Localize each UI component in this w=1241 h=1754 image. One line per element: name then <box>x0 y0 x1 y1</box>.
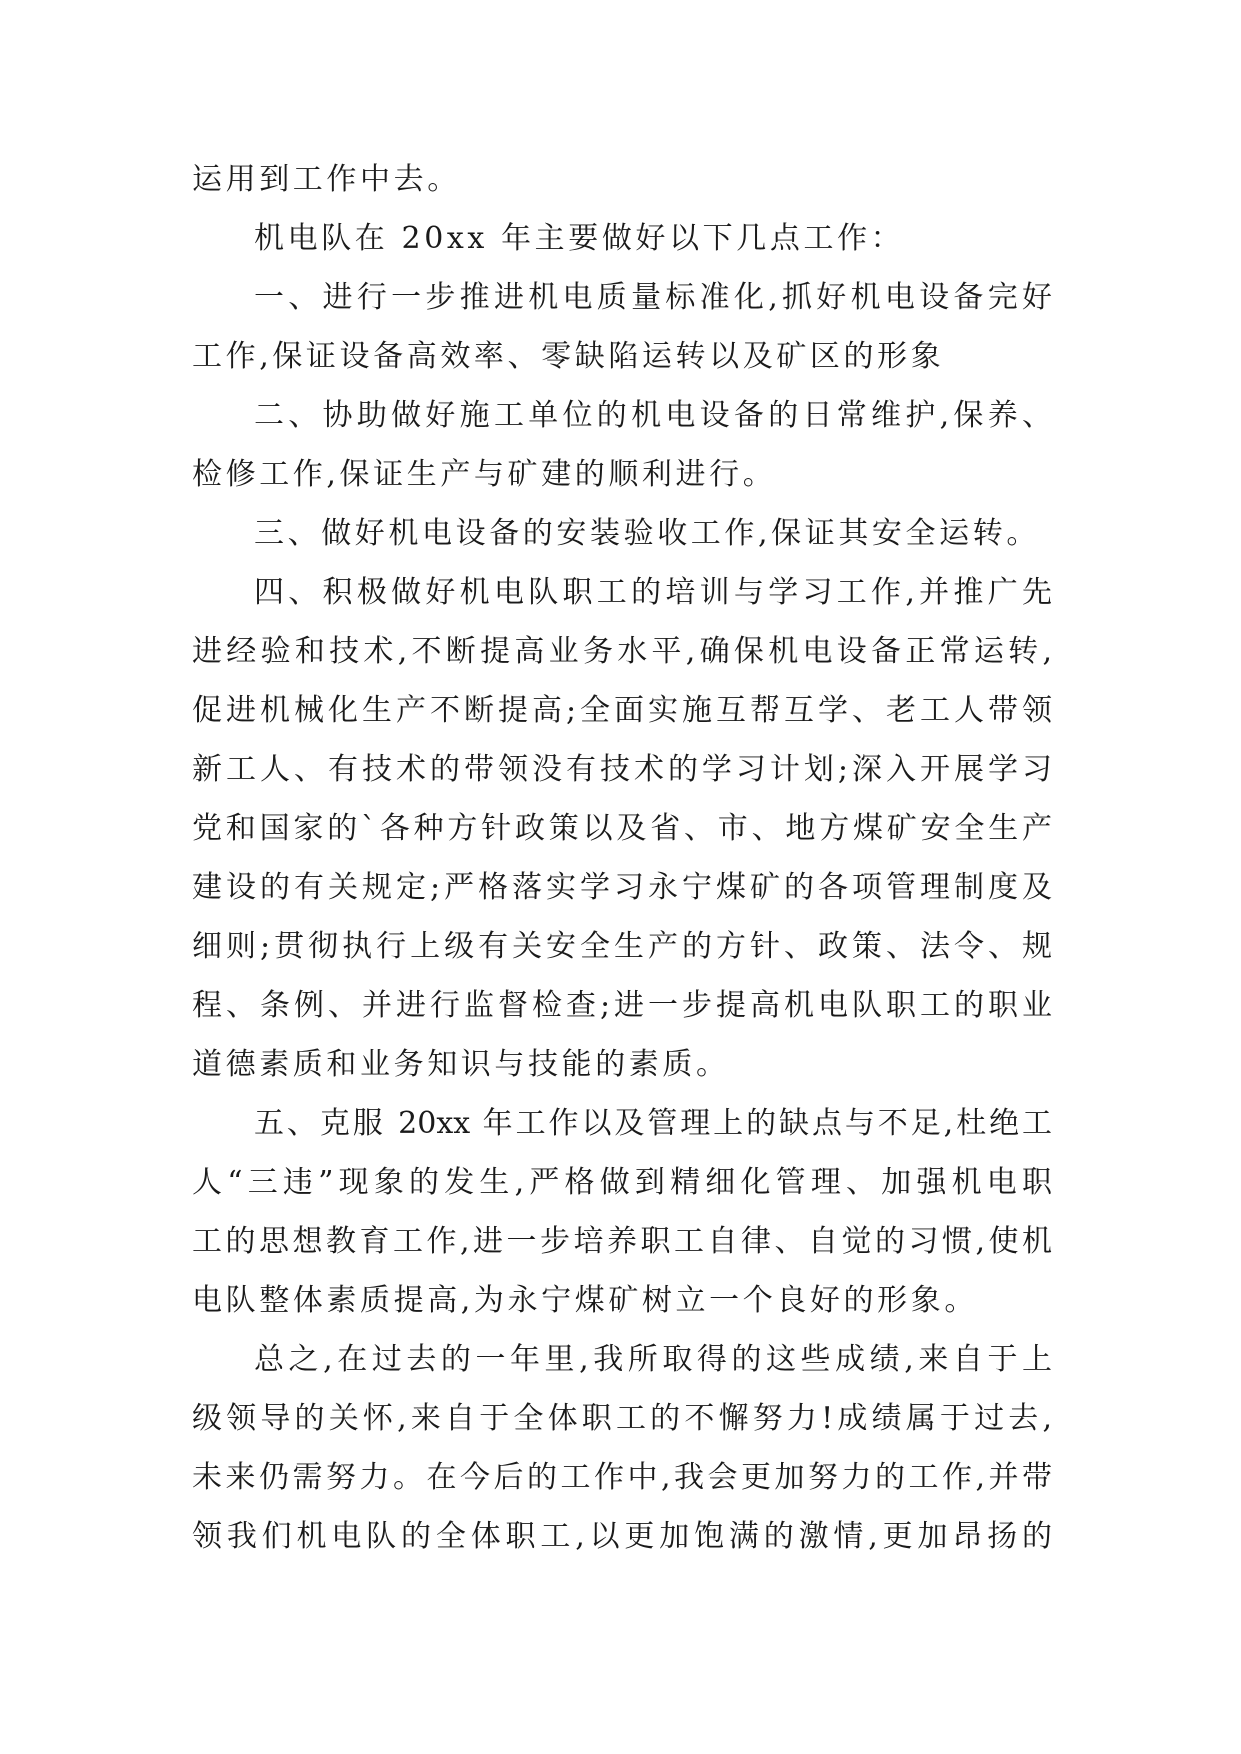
text-line: 总之,在过去的一年里,我所取得的这些成绩,来自于上 <box>254 1342 1052 1377</box>
document-page <box>192 150 1052 1566</box>
text-line: 检修工作,保证生产与矿建的顺利进行。 <box>192 457 777 492</box>
text-line: 进经验和技术,不断提高业务水平,确保机电设备正常运转, <box>192 634 1052 669</box>
text-line: 机电队在 20xx 年主要做好以下几点工作： <box>254 221 905 256</box>
text-line: 电队整体素质提高,为永宁煤矿树立一个良好的形象。 <box>192 1283 978 1318</box>
paragraph <box>192 1330 1052 1566</box>
text-line: 一、进行一步推进机电质量标准化,抓好机电设备完好 <box>254 280 1052 315</box>
text-line: 程、条例、并进行监督检查;进一步提高机电队职工的职业 <box>192 988 1052 1023</box>
text-line: 细则;贯彻执行上级有关安全生产的方针、政策、法令、规 <box>192 929 1052 964</box>
text-line: 工作,保证设备高效率、零缺陷运转以及矿区的形象 <box>192 339 945 374</box>
text-line: 道德素质和业务知识与技能的素质。 <box>192 1047 730 1082</box>
text-line: 领我们机电队的全体职工,以更加饱满的激情,更加昂扬的 <box>192 1519 1052 1554</box>
text-line: 工的思想教育工作,进一步培养职工自律、自觉的习惯,使机 <box>192 1224 1052 1259</box>
text-line: 五、克服 20xx 年工作以及管理上的缺点与不足,杜绝工 <box>254 1106 1052 1141</box>
text-line: 四、积极做好机电队职工的培训与学习工作,并推广先 <box>254 575 1052 610</box>
text-line: 促进机械化生产不断提高;全面实施互帮互学、老工人带领 <box>192 693 1052 728</box>
text-line: 运用到工作中去。 <box>192 162 461 197</box>
paragraph <box>192 1094 1052 1330</box>
text-line: 人“三违”现象的发生,严格做到精细化管理、加强机电职 <box>192 1165 1052 1200</box>
text-line: 二、协助做好施工单位的机电设备的日常维护,保养、 <box>254 398 1052 433</box>
text-line: 未来仍需努力。在今后的工作中,我会更加努力的工作,并带 <box>192 1460 1052 1495</box>
paragraph <box>192 150 1052 209</box>
paragraph <box>192 268 1052 386</box>
text-line: 级领导的关怀,来自于全体职工的不懈努力!成绩属于过去, <box>192 1401 1052 1436</box>
paragraph <box>192 386 1052 504</box>
text-line: 建设的有关规定;严格落实学习永宁煤矿的各项管理制度及 <box>192 870 1052 905</box>
paragraph <box>192 563 1052 1094</box>
paragraph <box>192 209 1052 268</box>
text-line: 党和国家的`各种方针政策以及省、市、地方煤矿安全生产 <box>192 811 1052 846</box>
text-line: 新工人、有技术的带领没有技术的学习计划;深入开展学习 <box>192 752 1052 787</box>
paragraph <box>192 504 1052 563</box>
text-line: 三、做好机电设备的安装验收工作,保证其安全运转。 <box>254 516 1040 551</box>
